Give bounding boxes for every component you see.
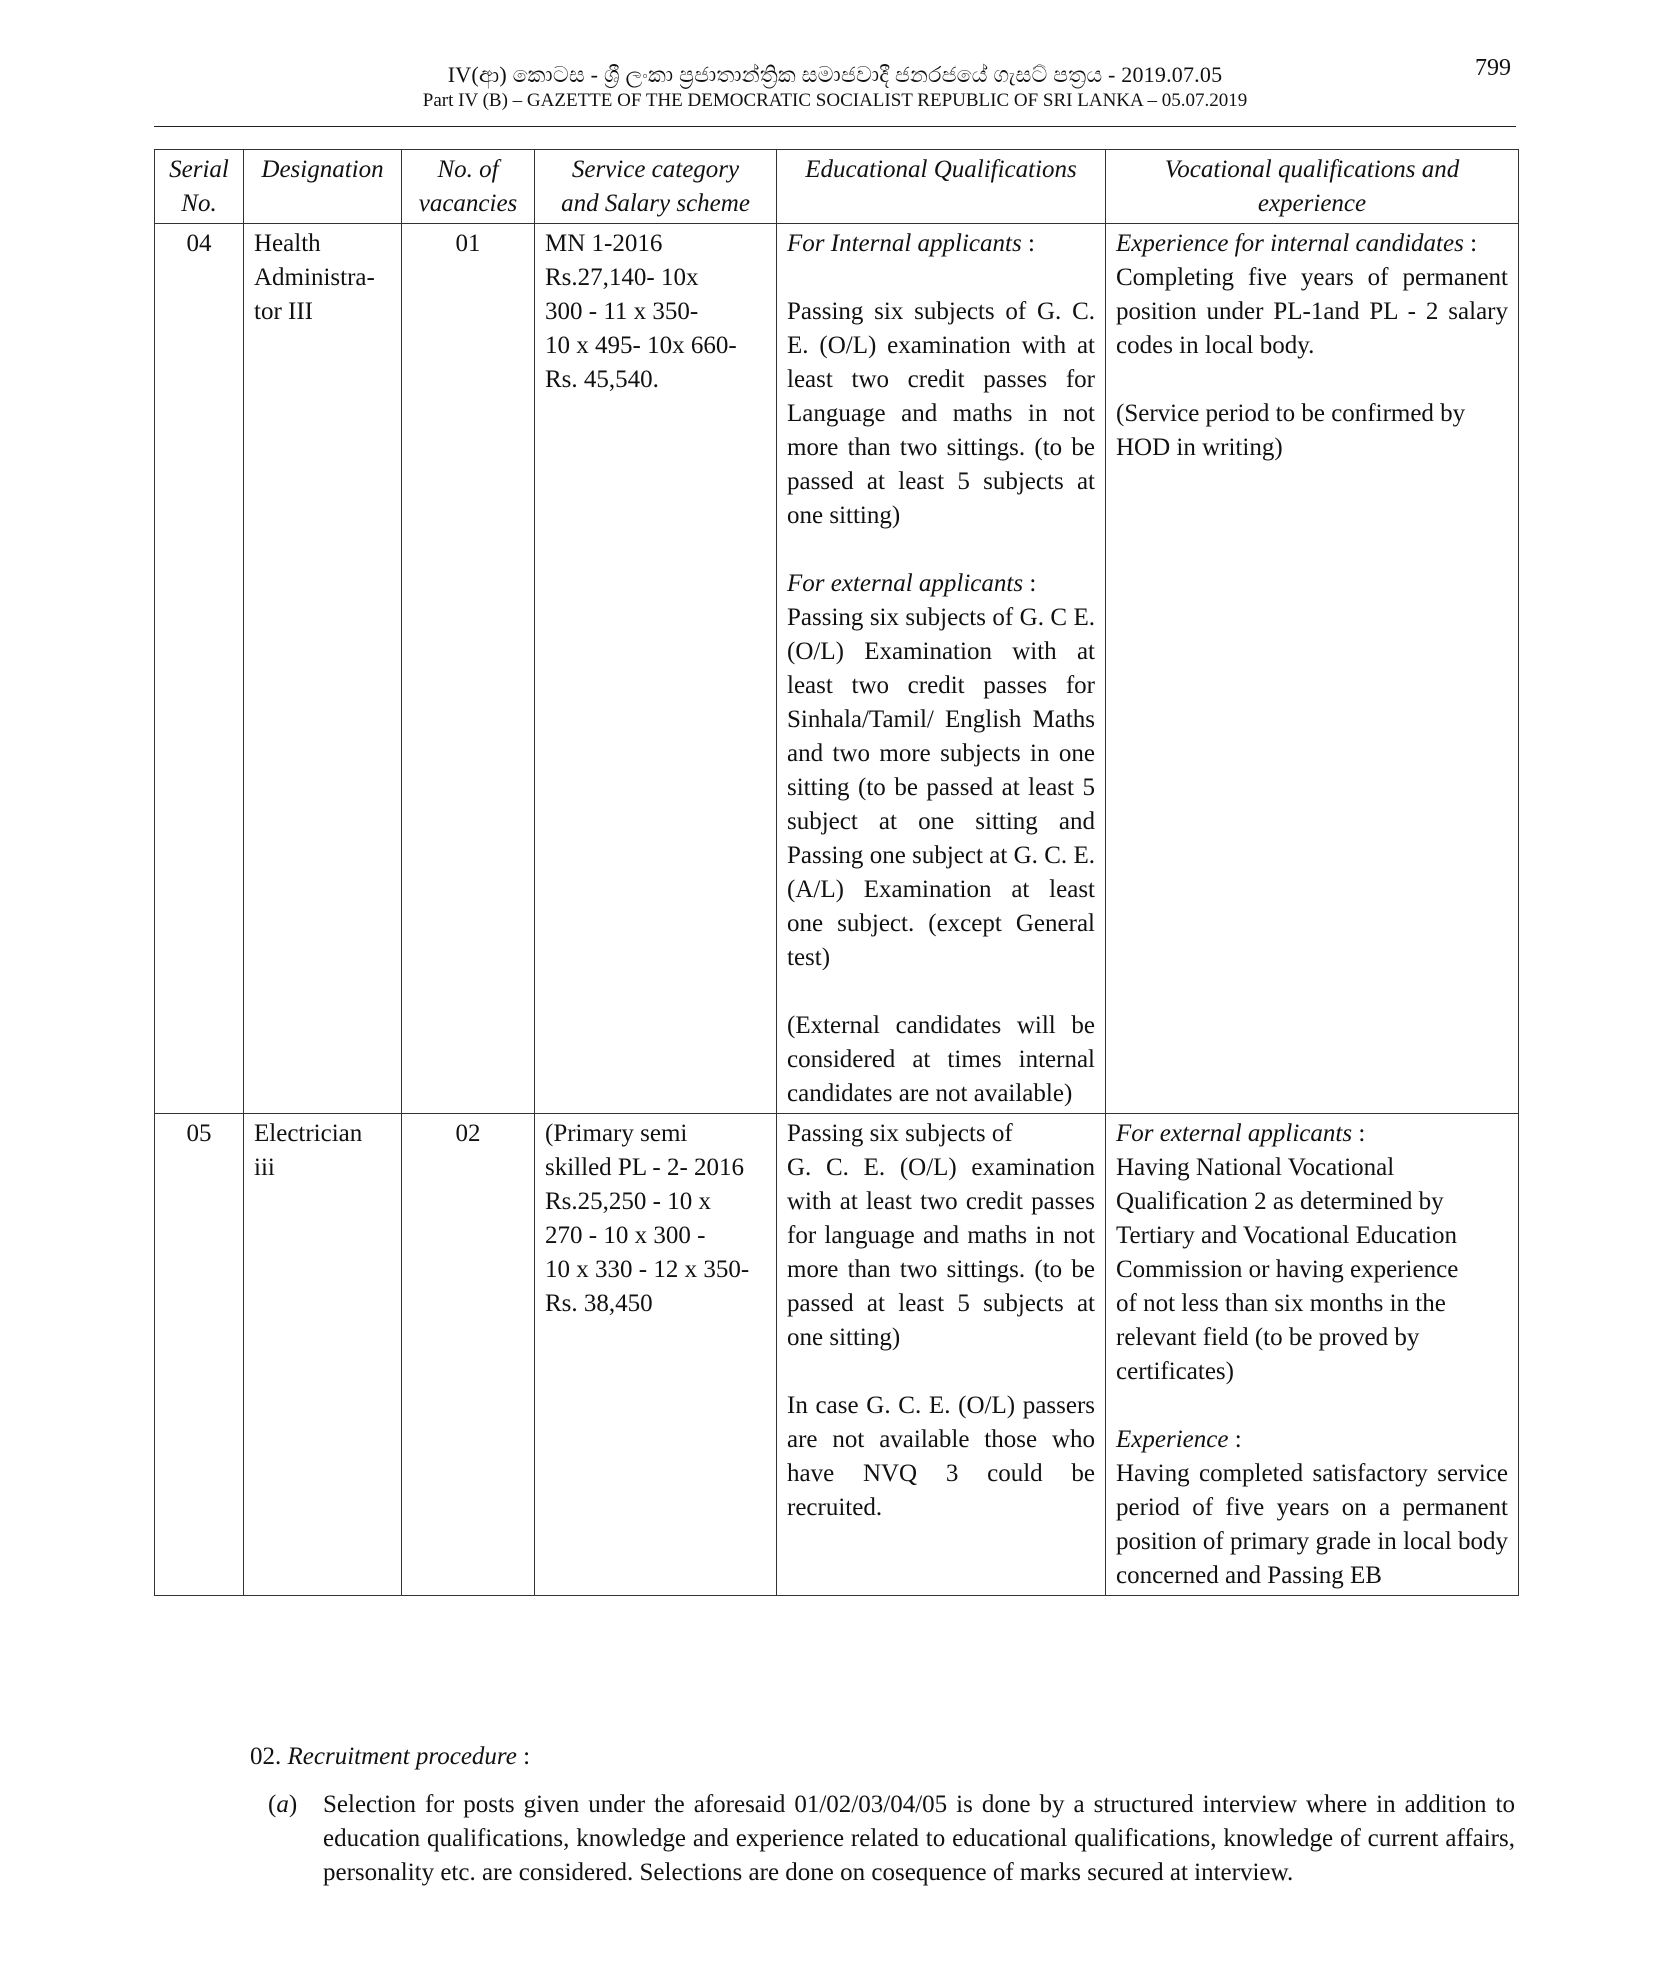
external-applicants-label: For external applicants [787, 570, 1024, 597]
internal-applicants-label: For Internal applicants [787, 230, 1022, 257]
vacancies-cell: 02 [402, 1114, 535, 1596]
experience-text: Having completed satisfactory service period of five years on a permanent position of primary grade in local body concerned and Passing EB [1116, 1460, 1508, 1589]
header-rule [154, 126, 1516, 127]
internal-requirements: Passing six subjects of G. C. E. (O/L) examination with at least two credit passes for Language and maths in not more than two sittings. (to be passed at least 5 subjects at one sitting) [787, 298, 1095, 529]
header-service-category: Service category and Salary scheme [535, 150, 777, 224]
header-vacancies: No. of vacancies [402, 150, 535, 224]
table-row [155, 224, 1519, 1114]
salary-cell: MN 1-2016 Rs.27,140- 10x 300 - 11 x 350- 10 x 495- 10x 660- Rs. 45,540. [535, 224, 777, 1114]
vacancies-cell: 01 [402, 224, 535, 1114]
external-requirements: Passing six subjects of G. C E. (O/L) Examination with at least two credit passes for Sinhala/Tamil/ English Maths and two more subjects in one sitting (to be passed at least 5 subject at one sitting and Passing one subject at G. C. E. (A/L) Examination at least one subject. (except General test) [787, 604, 1095, 971]
header-educational: Educational Qualifications [777, 150, 1106, 224]
designation-cell: Electrician iii [244, 1114, 402, 1596]
header-designation: Designation [244, 150, 402, 224]
electrician-requirements: G. C. E. (O/L) examination with at least two credit passes for language and maths in not more than two sittings. (to be passed at least 5 subjects at one sitting) [787, 1154, 1095, 1351]
vocational-cell: For external applicants : Having National Vocational Qualification 2 as determined by Tertiary and Vocational Education Commission or having experience of not less than six months in the relevant field (to be proved by certificates) Experience : Having completed satisfactory service period of five years on a permanent position of primary grade in local body concerned and Passing EB [1106, 1114, 1519, 1596]
serial-cell: 05 [155, 1114, 244, 1596]
vocational-cell: Experience for internal candidates : Completing five years of permanent position under PL-1and PL - 2 salary codes in local body. (Service period to be confirmed by HOD in writing) [1106, 224, 1519, 1114]
salary-cell: (Primary semi skilled PL - 2- 2016 Rs.25,250 - 10 x 270 - 10 x 300 - 10 x 330 - 12 x 350- Rs. 38,450 [535, 1114, 777, 1596]
designation-cell: Health Administra- tor III [244, 224, 402, 1114]
paragraph-label: (a) [268, 1791, 298, 1818]
recruitment-procedure-heading: 02. Recruitment procedure : [250, 1743, 531, 1770]
procedure-paragraph-a [268, 1788, 1515, 1890]
table-header-row [155, 150, 1519, 224]
vacancies-table [154, 149, 1519, 1596]
educational-cell: Passing six subjects of G. C. E. (O/L) examination with at least two credit passes for language and maths in not more than two sittings. (to be passed at least 5 subjects at one sitting) In case G. C. E. (O/L) passers are not available those who have NVQ 3 could be recruited. [777, 1114, 1106, 1596]
paragraph-text: Selection for posts given under the aforesaid 01/02/03/04/05 is done by a structured interview where in addition to education qualifications, knowledge and experience related to educational qualifications, knowledge of current affairs, personality etc. are considered. Selections are done on cosequence of marks secured at interview. [323, 1791, 1515, 1886]
gazette-header-english: Part IV (B) – GAZETTE OF THE DEMOCRATIC SOCIALIST REPUBLIC OF SRI LANKA – 05.07.2019 [422, 90, 1248, 111]
page-number: 799 [1475, 55, 1511, 81]
header-serial: Serial No. [155, 150, 244, 224]
table-row [155, 1114, 1519, 1596]
internal-experience-text: Completing five years of permanent position under PL-1and PL - 2 salary codes in local body. [1116, 264, 1508, 359]
gazette-header-sinhala: IV(ආ) කොටස - ශ්‍රී ලංකා ප්‍රජාතාන්ත්‍රික සමාජවාදී ජනරජයේ ගැසට් පත්‍රය - 2019.07.05 [447, 62, 1223, 87]
header-vocational: Vocational qualifications and experience [1106, 150, 1519, 224]
nvq-requirements: Having National Vocational Qualification 2 as determined by Tertiary and Vocational Education Commission or having experience of not less than six months in the relevant field (to be proved by certificates) [1116, 1154, 1459, 1385]
nvq-note: In case G. C. E. (O/L) passers are not available those who have NVQ 3 could be recruited. [787, 1392, 1095, 1521]
internal-experience-label: Experience for internal candidates [1116, 230, 1464, 257]
external-applicants-label: For external applicants [1116, 1120, 1353, 1147]
external-note: (External candidates will be considered at times internal candidates are not available) [787, 1012, 1095, 1107]
serial-cell: 04 [155, 224, 244, 1114]
educational-cell: For Internal applicants : Passing six subjects of G. C. E. (O/L) examination with at least two credit passes for Language and maths in not more than two sittings. (to be passed at least 5 subjects at one sitting) For external applicants : Passing six subjects of G. C E. (O/L) Examination with at least two credit passes for Sinhala/Tamil/ English Maths and two more subjects in one sitting (to be passed at least 5 subject at one sitting and Passing one subject at G. C. E. (A/L) Examination at least one subject. (except General test) (External candidates will be considered at times internal candidates are not available) [777, 224, 1106, 1114]
experience-label: Experience [1116, 1426, 1229, 1453]
service-period-note: (Service period to be confirmed by HOD in writing) [1116, 400, 1466, 461]
